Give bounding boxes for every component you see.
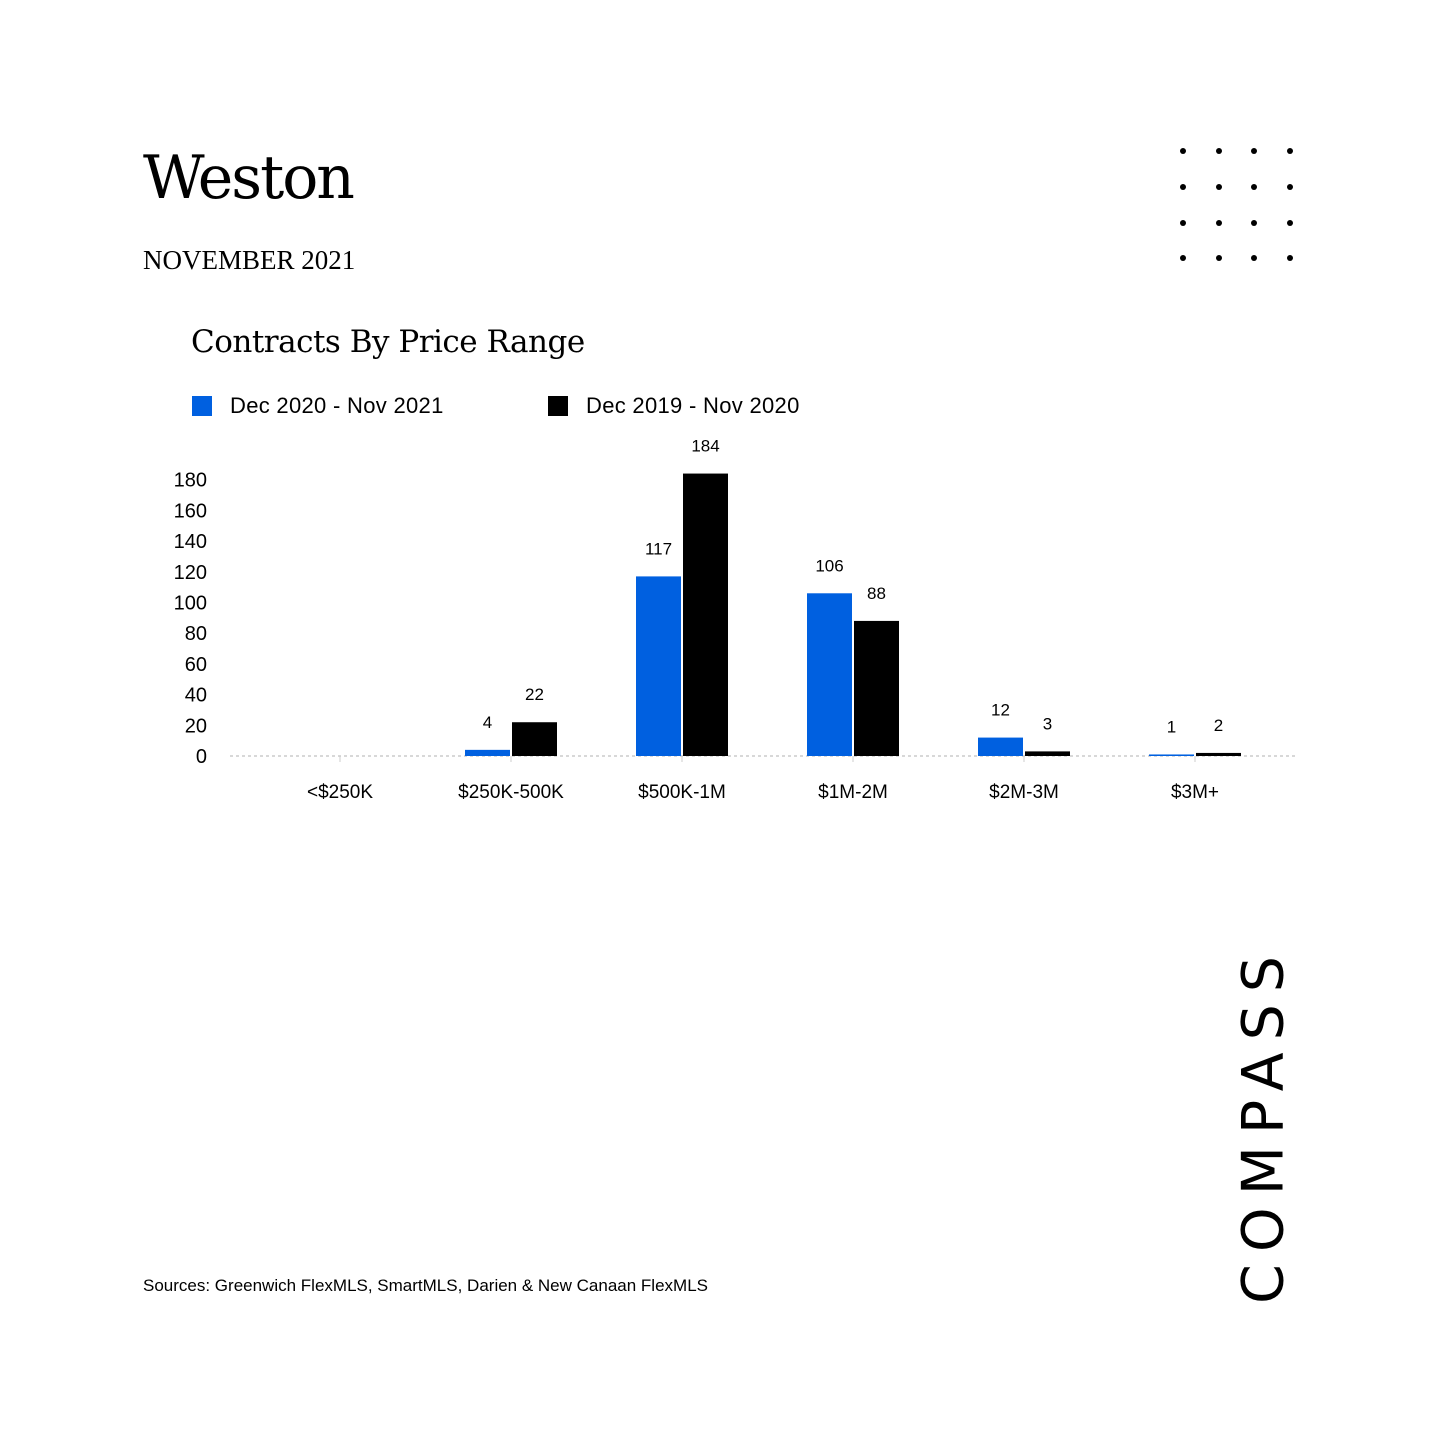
y-tick-label: 180 xyxy=(173,469,207,492)
bar-value-label: 22 xyxy=(525,685,544,705)
x-tick-label: <$250K xyxy=(306,782,374,803)
y-tick-label: 160 xyxy=(173,500,207,523)
y-tick-label: 120 xyxy=(173,561,207,584)
bar-prior xyxy=(1025,751,1070,756)
bar-value-label: 184 xyxy=(691,436,720,456)
compass-logo: COMPASS xyxy=(1230,944,1297,1304)
bar-prior xyxy=(512,722,557,756)
bar-value-label: 1 xyxy=(1166,717,1177,737)
bar-value-label: 3 xyxy=(1042,714,1053,734)
x-tick-label: $3M+ xyxy=(1170,782,1220,803)
y-tick-label: 0 xyxy=(195,746,207,768)
bar-value-label: 88 xyxy=(867,583,886,603)
x-tick-label: $1M-2M xyxy=(818,782,888,803)
y-tick-label: 20 xyxy=(184,715,207,738)
bar-value-label: 2 xyxy=(1213,715,1224,735)
y-tick-label: 80 xyxy=(184,623,207,646)
legend-label-current: Dec 2020 - Nov 2021 xyxy=(230,393,444,418)
bar-value-label: 4 xyxy=(482,712,493,732)
bar-value-label: 12 xyxy=(991,700,1010,720)
bar-current xyxy=(465,750,510,756)
bar-current xyxy=(636,576,681,756)
bar-prior xyxy=(854,621,899,756)
bar-current xyxy=(1149,754,1194,756)
x-tick-label: $500K-1M xyxy=(638,782,726,803)
bar-prior xyxy=(683,474,728,756)
bar-current xyxy=(978,738,1023,756)
bar-value-label: 117 xyxy=(644,539,673,559)
bar-current xyxy=(807,593,852,756)
x-tick-label: $2M-3M xyxy=(989,782,1059,803)
bar-value-label: 106 xyxy=(815,556,844,576)
legend-label-prior: Dec 2019 - Nov 2020 xyxy=(586,393,800,418)
bar-prior xyxy=(1196,753,1241,756)
y-tick-label: 60 xyxy=(184,653,207,676)
report-date: NOVEMBER 2021 xyxy=(143,245,356,275)
chart-title: Contracts By Price Range xyxy=(191,324,585,360)
x-tick-label: $250K-500K xyxy=(458,782,564,803)
sources-note: Sources: Greenwich FlexMLS, SmartMLS, Darien & New Canaan FlexMLS xyxy=(143,1276,708,1295)
y-tick-label: 40 xyxy=(184,684,207,707)
page-title: Weston xyxy=(143,143,353,213)
y-tick-label: 140 xyxy=(173,531,207,554)
y-tick-label: 100 xyxy=(173,592,207,615)
